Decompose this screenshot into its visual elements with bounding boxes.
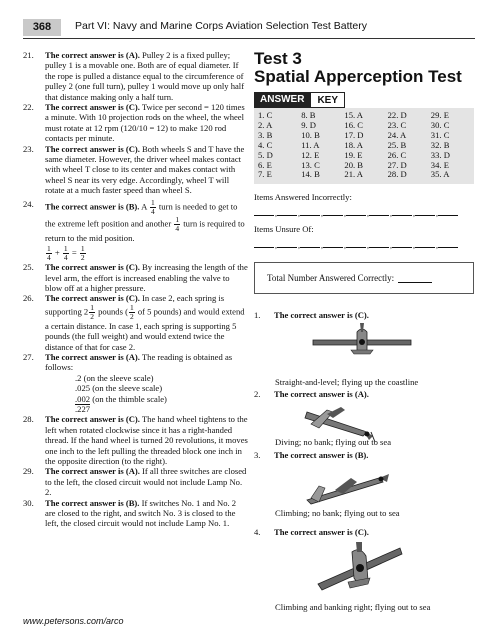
answer-key-column xyxy=(344,111,387,180)
numerator: 1 xyxy=(175,214,180,224)
blank[interactable] xyxy=(346,207,366,216)
item-lead: The correct answer is (C). xyxy=(45,414,140,425)
answer-caption: Straight-and-level; flying up the coastline xyxy=(275,377,419,387)
blank[interactable] xyxy=(415,239,435,248)
answer-4 xyxy=(254,527,476,537)
answer-key-entry: 30. C xyxy=(430,119,450,130)
blank[interactable] xyxy=(323,207,343,216)
item-lead: The correct answer is (C). xyxy=(45,262,140,273)
answer-text: The correct answer is (B). xyxy=(274,450,369,460)
answer-key-entry: 7. E xyxy=(258,169,272,180)
header-rule xyxy=(23,38,475,39)
item-number: 27. xyxy=(23,351,34,362)
denominator: 4 xyxy=(151,206,155,216)
incorrect-label: Items Answered Incorrectly: xyxy=(254,192,352,203)
answer-key-column xyxy=(258,111,301,180)
item-number: 28. xyxy=(23,414,34,425)
answer-key-entry: 29. E xyxy=(430,110,449,120)
page-number: 368 xyxy=(23,19,61,36)
item-lead: The correct answer is (C). xyxy=(45,102,140,113)
answer-key-entry: 20. B xyxy=(344,159,364,170)
total-blank[interactable] xyxy=(398,273,432,283)
answer-key-entry: 32. B xyxy=(430,139,450,150)
answer-text: The correct answer is (A). xyxy=(274,389,369,399)
numerator: 1 xyxy=(80,244,85,254)
item-lead: The correct answer is (A). xyxy=(45,50,140,60)
blank[interactable] xyxy=(369,207,389,216)
numerator: 1 xyxy=(47,244,51,254)
explanation-28 xyxy=(23,414,248,466)
item-text: Twice per second = 120 times a minute. With 10 projection rods on the wheel, the wheel must rotate at 12 rpm (120/10 = 12) to make 120 rod contacts per minute. xyxy=(45,102,245,144)
answer-key-box xyxy=(254,108,474,184)
reading-line: .2 (on the sleeve scale) xyxy=(75,372,154,383)
unsure-label: Items Unsure Of: xyxy=(254,224,314,235)
answer-key-entry: 33. D xyxy=(430,149,450,160)
fraction xyxy=(46,245,52,262)
fraction xyxy=(80,245,86,262)
answer-key-entry: 25. B xyxy=(387,139,407,150)
answer-key-entry: 23. C xyxy=(387,119,407,130)
explanation-30 xyxy=(23,498,248,529)
test-3-section xyxy=(254,50,476,294)
answer-key-entry: 9. D xyxy=(301,119,316,130)
running-head: Part VI: Navy and Marine Corps Aviation Selection Test Battery xyxy=(75,20,368,32)
answer-caption: Climbing and banking right; flying out to sea xyxy=(275,602,431,612)
answer-key-column xyxy=(431,111,474,180)
blank[interactable] xyxy=(300,239,320,248)
answer-key-entry: 5. D xyxy=(258,149,273,160)
answer-key-entry: 18. A xyxy=(344,139,364,150)
airplane-climbing-icon xyxy=(299,464,403,510)
answer-key-entry: 31. C xyxy=(430,129,450,140)
item-text: turn is needed to get to the extreme left position and another xyxy=(45,201,238,229)
numerator: 1 xyxy=(151,197,155,207)
blank[interactable] xyxy=(415,207,435,216)
blank[interactable] xyxy=(392,239,412,248)
denominator: 2 xyxy=(90,311,94,321)
reading-total: .227 xyxy=(75,403,91,414)
item-text: pounds ( xyxy=(95,306,128,317)
explanation-23 xyxy=(23,144,248,196)
answer-key-grid xyxy=(254,111,474,180)
test-title: Test 3 xyxy=(254,49,302,68)
answer-key-entry: 1. C xyxy=(258,110,273,120)
answer-key-entry: 11. A xyxy=(301,139,320,150)
answer-caption: Diving; no bank; flying out to sea xyxy=(275,437,392,447)
answer-number: 4. xyxy=(254,527,261,537)
answer-key-entry: 4. C xyxy=(258,139,273,150)
answer-key-column xyxy=(388,111,431,180)
explanation-22 xyxy=(23,102,248,144)
item-text: In case 2, each spring is supporting 2 xyxy=(45,293,225,317)
denominator: 4 xyxy=(47,253,51,263)
airplane-level-icon xyxy=(307,320,417,366)
key-tab: KEY xyxy=(310,92,345,108)
airplane-climbing-banking-icon xyxy=(312,538,408,596)
denominator: 4 xyxy=(63,253,68,263)
answer-caption: Climbing; no bank; flying out to sea xyxy=(275,508,400,518)
item-lead: The correct answer is (A). xyxy=(45,466,140,477)
unsure-blanks[interactable] xyxy=(254,239,476,248)
item-lead: The correct answer is (C). xyxy=(45,143,140,154)
explanation-29 xyxy=(23,466,248,497)
blank[interactable] xyxy=(346,239,366,248)
answer-key-entry: 14. B xyxy=(301,169,320,180)
total-box xyxy=(254,262,474,294)
item-number: 22. xyxy=(23,102,34,113)
explanation-27 xyxy=(23,352,248,414)
item-text: A xyxy=(139,201,149,212)
fraction xyxy=(150,199,156,216)
answer-number: 3. xyxy=(254,450,261,460)
numerator: 1 xyxy=(129,302,134,312)
answer-explanations xyxy=(23,50,248,529)
plus-sign: + xyxy=(54,247,60,258)
explanation-26 xyxy=(23,293,248,352)
answer-text: The correct answer is (C). xyxy=(274,527,369,537)
blank[interactable] xyxy=(277,239,297,248)
item-lead: The correct answer is (B). xyxy=(45,201,140,212)
item-text: If switches No. 1 and No. 2 are closed to the right, and switch No. 3 is closed to the left, the closed circuit would not include Lamp No. 1. xyxy=(45,497,237,529)
answer-key-entry: 28. D xyxy=(387,169,407,180)
answer-key-entry: 6. E xyxy=(258,159,272,170)
item-text: turn is required to return to the mid position. xyxy=(45,218,245,243)
test-subtitle: Spatial Apperception Test xyxy=(254,67,462,86)
denominator: 2 xyxy=(129,311,134,321)
answer-key-entry: 17. D xyxy=(344,129,364,140)
answer-2 xyxy=(254,389,476,399)
answer-key-entry: 26. C xyxy=(387,149,407,160)
blank[interactable] xyxy=(438,239,458,248)
equals-sign: = xyxy=(71,247,77,258)
item-text: By increasing the length of the level arm, the effort is increased enabling the valve to blow off at a higher pressure. xyxy=(45,262,248,293)
blank[interactable] xyxy=(438,207,458,216)
explanation-21 xyxy=(23,50,248,102)
answer-tab: ANSWER xyxy=(254,92,310,108)
denominator: 4 xyxy=(175,223,180,233)
answer-1 xyxy=(254,310,476,320)
answer-key-entry: 16. C xyxy=(344,119,364,130)
item-lead: The correct answer is (C). xyxy=(45,293,140,304)
item-text: The hand wheel tightens to the left when rotated clockwise since it has a right-handed thread. If the hand wheel is turned 20 revolutions, it moves one inch to the left pulling the threaded block one inch in the opposite direction (to the right). xyxy=(45,414,248,466)
footer-url[interactable]: www.petersons.com/arco xyxy=(23,616,124,626)
item-number: 23. xyxy=(23,143,34,154)
answer-key-entry: 2. A xyxy=(258,119,273,130)
item-number: 25. xyxy=(23,262,34,273)
answer-key-header xyxy=(254,92,476,108)
item-text: If all three switches are closed to the left, the closed circuit would not include Lamp No. 2. xyxy=(45,466,247,498)
answer-key-column xyxy=(301,111,344,180)
item-number: 29. xyxy=(23,466,34,477)
fraction xyxy=(174,216,180,233)
denominator: 2 xyxy=(80,253,85,263)
item-number: 26. xyxy=(23,293,34,304)
explanation-24 xyxy=(23,199,248,262)
item-text: Pulley 2 is a fixed pulley; pulley 1 is a movable one. Both are of equal diameter. If the rope is pulled a distance equal to the circumference of pulley 2 (one full turn), pulley 1 would move up only half that distance making only a half turn. xyxy=(45,50,245,102)
blank[interactable] xyxy=(254,239,274,248)
fraction xyxy=(129,304,135,321)
answer-3 xyxy=(254,450,476,460)
item-number: 21. xyxy=(23,50,34,60)
blank[interactable] xyxy=(277,207,297,216)
item-number: 24. xyxy=(23,198,34,209)
blank[interactable] xyxy=(323,239,343,248)
answer-key-entry: 35. A xyxy=(430,169,450,180)
item-text: of 5 pounds) and would extend a certain distance. In case 1, each spring is supporting 5 pounds (the full weight) and would extend twice the distance of that for case 2. xyxy=(45,306,245,352)
item-lead: The correct answer is (A). xyxy=(45,351,140,362)
item-number: 30. xyxy=(23,497,34,508)
equation xyxy=(45,245,248,262)
blank[interactable] xyxy=(392,207,412,216)
reading-note: (on the thimble scale) xyxy=(92,393,167,404)
blank[interactable] xyxy=(254,207,274,216)
answer-key-entry: 10. B xyxy=(301,129,320,140)
incorrect-blanks[interactable] xyxy=(254,207,476,216)
answer-key-entry: 15. A xyxy=(344,110,364,120)
blank[interactable] xyxy=(369,239,389,248)
reading-line: .025 (on the sleeve scale) xyxy=(75,383,163,394)
answer-text: The correct answer is (C). xyxy=(274,310,369,320)
item-text: Both wheels S and T have the same diameter. However, the driver wheel makes contact with wheel T close to its center and makes contact with wheel S near its very edge. Accordingly, wheel T will rotate at a much faster speed than wheel S. xyxy=(45,143,245,196)
page-header xyxy=(0,0,495,46)
answer-key-entry: 21. A xyxy=(344,169,364,180)
explanation-25 xyxy=(23,262,248,293)
answer-number: 1. xyxy=(254,310,261,320)
numerator: 1 xyxy=(90,302,94,312)
answer-key-entry: 22. D xyxy=(387,110,407,120)
answer-key-entry: 12. E xyxy=(301,149,320,160)
answer-number: 2. xyxy=(254,389,261,399)
answer-key-entry: 19. E xyxy=(344,149,363,160)
item-lead: The correct answer is (B). xyxy=(45,497,140,508)
numerator: 1 xyxy=(63,244,68,254)
answer-key-entry: 34. E xyxy=(430,159,449,170)
answer-key-entry: 3. B xyxy=(258,129,273,140)
blank[interactable] xyxy=(300,207,320,216)
reading-line xyxy=(45,394,248,404)
answer-key-entry: 24. A xyxy=(387,129,407,140)
fraction xyxy=(63,245,69,262)
answer-key-entry: 13. C xyxy=(301,159,320,170)
answer-key-entry: 8. B xyxy=(301,110,316,120)
fraction xyxy=(89,304,95,321)
item-text: The reading is obtained as follows: xyxy=(45,351,233,373)
total-label: Total Number Answered Correctly: xyxy=(267,273,395,284)
answer-key-entry: 27. D xyxy=(387,159,407,170)
reading-value: .002 xyxy=(75,393,91,404)
